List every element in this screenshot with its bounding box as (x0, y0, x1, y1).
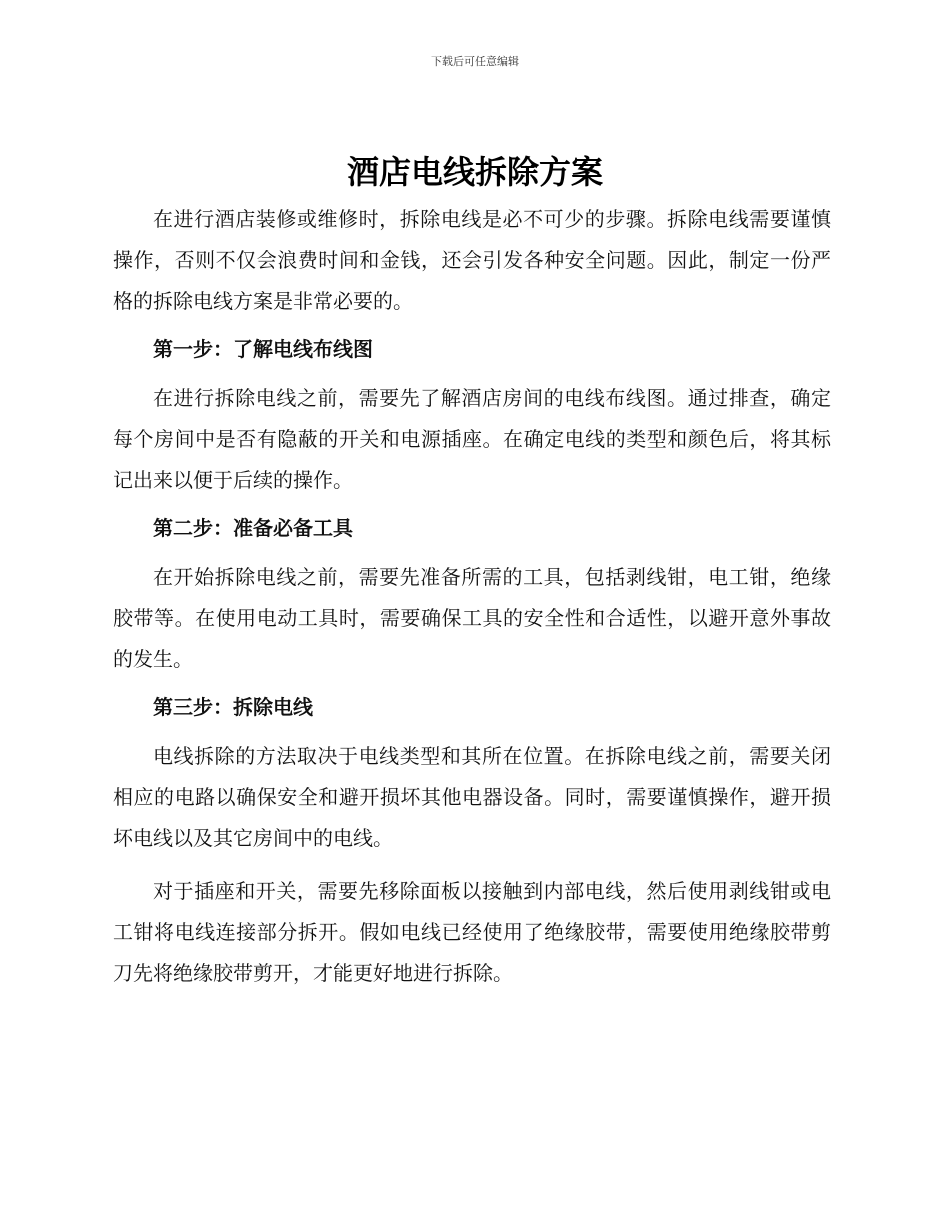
paragraph-gap (113, 859, 831, 871)
step3-heading: 第三步：拆除电线 (153, 695, 313, 719)
step3-paragraph-1: 电线拆除的方法取决于电线类型和其所在位置。在拆除电线之前，需要关闭相应的电路以确保安全和避开损坏其他电器设备。同时，需要谨慎操作，避开损坏电线以及其它房间中的电线。 (113, 744, 831, 850)
page-header-note: 下载后可任意编辑 (431, 55, 519, 68)
step3-paragraph-2: 对于插座和开关，需要先移除面板以接触到内部电线，然后使用剥线钳或电工钳将电线连接部分拆开。假如电线已经使用了绝缘胶带，需要使用绝缘胶带剪刀先将绝缘胶带剪开，才能更好地进行拆除。 (113, 879, 831, 985)
step2-heading: 第二步：准备必备工具 (153, 516, 353, 540)
step2-paragraph: 在开始拆除电线之前，需要先准备所需的工具，包括剥线钳，电工钳，绝缘胶带等。在使用电动工具时，需要确保工具的安全性和合适性，以避开意外事故的发生。 (113, 565, 831, 671)
document-title: 酒店电线拆除方案 (346, 153, 603, 191)
document-body (113, 199, 831, 994)
step1-paragraph: 在进行拆除电线之前，需要先了解酒店房间的电线布线图。通过排查，确定每个房间中是否有隐蔽的开关和电源插座。在确定电线的类型和颜色后，将其标记出来以便于后续的操作。 (113, 386, 831, 492)
step1-heading: 第一步：了解电线布线图 (153, 337, 373, 361)
intro-paragraph: 在进行酒店装修或维修时，拆除电线是必不可少的步骤。拆除电线需要谨慎操作，否则不仅会浪费时间和金钱，还会引发各种安全问题。因此，制定一份严格的拆除电线方案是非常必要的。 (113, 207, 831, 313)
